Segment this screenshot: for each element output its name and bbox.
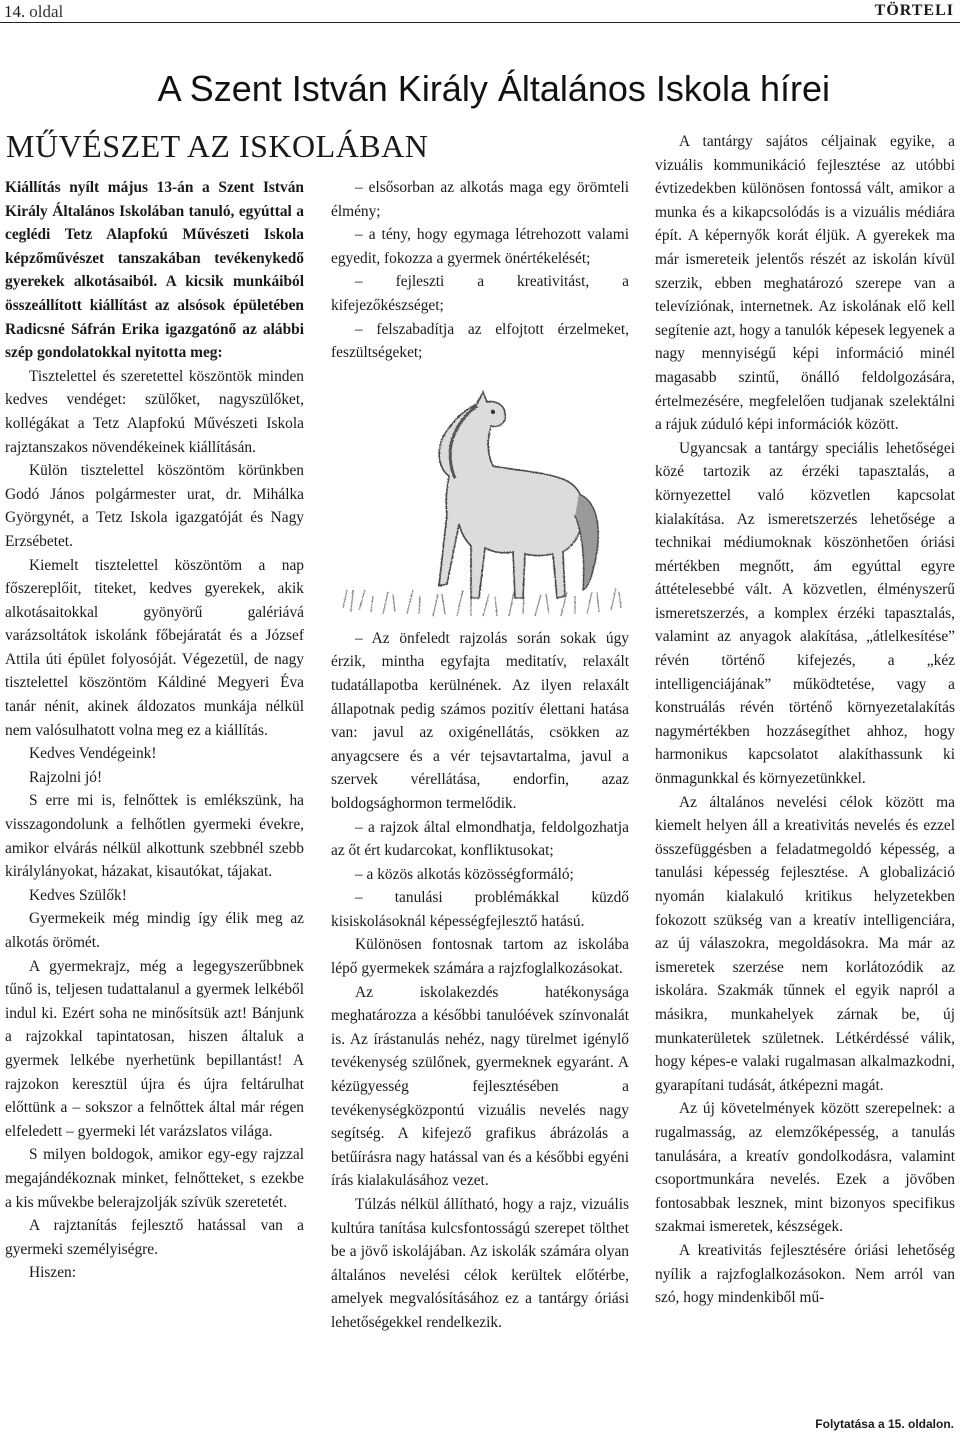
- paragraph: Külön tisztelettel köszöntöm körünkben Godó János polgármester urat, dr. Mihálka Györgynét, a Tetz Iskola igazgatóját és Nagy Erzsébetet.: [5, 462, 304, 550]
- section-name: TÖRTELI: [874, 2, 954, 19]
- paragraph: Az általános nevelési célok között ma kiemelt helyen áll a kreativitás nevelés és ezzel összefüggésben a feladatmegoldó képesség, a tanulási képesség fejlesztése. A globalizáció nyomán kialakuló kritikus helyzetekben fokozott szükség van a kreatív intelligenciára, az új válaszokra, megoldásokra. Ma már az ismeretek szerzése nem korlátozódik az iskolára. Szakmák tűnnek el egyik napról a másikra, munkahelyek zárnak be, új munkaterületek születnek. Létkérdéssé válik, hogy képes-e valaki rugalmasan alkalmazkodni, gyarapítani tudását, átképezni magát.: [655, 793, 955, 1094]
- column-3: [655, 130, 955, 1310]
- paragraph: Különösen fontosnak tartom az iskolába lépő gyermekek számára a rajzfoglalkozásokat.: [331, 936, 629, 978]
- list-item: – Az önfeledt rajzolás során sokak úgy érzik, mintha egyfajta meditatív, relaxált tudatállapotba kerülnének. Az ilyen relaxált állapotnak pedig számos pozitív élettani hatása van: javul az oxigénellátás, csökken az anyagcsere és a vér tejsavtartalma, javul a szervek vérellátása, endorfin, azaz boldogsághormon termelődik.: [331, 629, 629, 812]
- list-item: – a közös alkotás közösségformáló;: [355, 865, 574, 883]
- paragraph: A gyermekrajz, még a legegyszerűbbnek tűnő is, teljesen tudattalanul a gyermek lelkéből indul ki. Ezért soha ne minősítsük azt! Bánjunk a rajzokkal tapintatosan, hiszen általuk a gyermek lelkébe nyerhetünk bepillantást! A rajzokon keresztül újra és újra feltárulhat előttünk a – sokszor a felnőttek által már régen elfeledett – gyermeki lét varázslatos világa.: [5, 957, 304, 1140]
- paragraph: Kedves Szülők!: [29, 886, 127, 904]
- page-number: [4, 2, 63, 22]
- paragraph: A rajztanítás fejlesztő hatással van a gyermeki személyiségre.: [5, 1217, 304, 1258]
- paragraph: Kedves Vendégeink!: [29, 745, 157, 763]
- list-item: – fejleszti a kreativitást, a kifejezőkészséget;: [331, 273, 629, 314]
- page-header: [0, 0, 960, 24]
- paragraph: Rajzolni jó!: [29, 768, 103, 786]
- paragraph: Kiemelt tisztelettel köszöntöm a nap főszereplőit, titeket, kedves gyerekek, akik alkotásaitokkal gyönyörű galériává varázsoltátok iskolánk főbejáratát és a József Attila úti épület folyosóját. Végezetül, de nagy tisztelettel köszöntöm Káldiné Megyeri Éva tanár nénit, akinek áldozatos munkája nélkül nem valósulhatott volna meg ez a kiállítás.: [5, 556, 304, 739]
- paragraph: A tantárgy sajátos céljainak egyike, a vizuális kommunikáció fejlesztése az utóbbi évtizedekben különösen fontossá vált, amikor a munka és a kikapcsolódás is a vizuális médiára épít. A képernyők korát éljük. A gyerekek ma már ismereteik jelentős részét az iskolán kívül szerzik, ebben meghatározó szerepe van a televíziónak, internetnek. Az iskolának elő kell segítenie azt, hogy a tanulók képesek legyenek a nagy mennyiségű képi információ minél magasabb szintű, önálló feldolgozására, értelmezésére, megfelelően tudjanak szelektálni a rájuk zúduló képi információk között.: [655, 133, 955, 434]
- paragraph: Az új követelmények között szerepelnek: a rugalmasság, az elemzőképesség, a tanulás tanulására, a kreatív gondolkodásra, valamint csoportmunkára nevelés. Ezek a jövőben fontosabbak lesznek, mint bizonyos specifikus szakmai ismeretek, készségek.: [655, 1100, 955, 1236]
- article-title: MŰVÉSZET AZ ISKOLÁBAN: [6, 128, 429, 164]
- list-item: – elsősorban az alkotás maga egy örömteli élmény;: [331, 179, 629, 220]
- list-item: – tanulási problémákkal küzdő kisiskolásoknál képességfejlesztő hatású.: [331, 889, 629, 930]
- page-label: oldal: [29, 2, 64, 21]
- list-item: – a tény, hogy egymaga létrehozott valami egyedit, fokozza a gyermek önértékelését;: [331, 226, 629, 267]
- continued-note: Folytatása a 15. oldalon.: [815, 1417, 954, 1431]
- lead-paragraph: Kiállítás nyílt május 13-án a Szent István Király Általános Iskolában tanuló, egyúttal a ceglédi Tetz Alapfokú Művészeti Iskola képzőművészet tanszakában tevékenykedő gyerekek alkotásaiból. A kicsik munkáiból összeállított kiállítást az alsósok épületében Radicsné Sáfrán Erika igazgatónő az alábbi szép gondolatokkal nyitotta meg:: [5, 179, 304, 362]
- paragraph: S milyen boldogok, amikor egy-egy rajzzal megajándékoznak minket, felnőtteket, s ezekbe a kis művekbe belerajzolják szívük szeretetét.: [5, 1146, 304, 1211]
- page-number-value: 14.: [4, 2, 26, 21]
- column-1: [5, 176, 304, 1285]
- header-rule: [0, 22, 960, 23]
- column-2: [331, 176, 629, 1335]
- list-item: – felszabadítja az elfojtott érzelmeket, feszültségeket;: [331, 320, 629, 362]
- horse-drawing-icon: [337, 384, 625, 622]
- paragraph: A kreativitás fejlesztésére óriási lehetőség nyílik a rajzfoglalkozásokon. Nem arról van szó, hogy mindenkiből mű-: [655, 1241, 955, 1307]
- paragraph: Gyermekeik még mindig így élik meg az alkotás örömét.: [5, 910, 304, 951]
- paragraph: Hiszen:: [29, 1264, 77, 1282]
- paragraph: Ugyancsak a tantárgy speciális lehetőségei közé tartozik az érzéki tapasztalás, a környezettel való közvetlen kapcsolat kialakítása. Az ismeretszerzés lehetősége a technikai médiumoknak köszönhetően óriási mértékben megnőtt, ám egyúttal egyre áttételesebbé vált. A közvetlen, élményszerű ismeretszerzés, a komplex érzéki tapasztalás, valamint az anyagok alakítása, „átlelkesítése” révén történő kifejezés, a „kéz intelligenciájának” működtetése, vagy a konstruálás révén történő környezetalakítás nagymértékben hozzásegíthet ahhoz, hogy harmonikus kapcsolatot alakíthassunk ki önmagunkkal és környezetünkkel.: [655, 439, 955, 788]
- paragraph: Tisztelettel és szeretettel köszöntök minden kedves vendéget: szülőket, nagyszülőket, kollégákat a Tetz Alapfokú Művészeti Iskola rajztanszakos növendékeinek kiállításán.: [5, 367, 304, 456]
- page-title: A Szent István Király Általános Iskola hírei: [157, 68, 830, 109]
- list-item: – a rajzok által elmondhatja, feldolgozhatja az őt ért kudarcokat, konfliktusokat;: [331, 818, 629, 860]
- paragraph: Az iskolakezdés hatékonysága meghatározza a későbbi tanulóévek színvonalát is. Az írástanulás nehéz, nagy türelmet igénylő tevékenység szülőnek, gyermeknek egyaránt. A kézügyesség fejlesztésében a tevékenységközpontú vizuális nevelés nagy segítség. A kifejező grafikus ábrázolás a betűírásra nagy hatással van és a későbbi egyéni írás kialakulásához vezet.: [331, 983, 629, 1190]
- paragraph: Túlzás nélkül állítható, hogy a rajz, vizuális kultúra tanítása kulcsfontosságú szerepet tölthet be a jövő iskolájában. Az iskolák számára olyan általános nevelési célok kerültek előtérbe, amelyek megvalósításához ez a tantárgy óriási lehetőségekkel rendelkezik.: [331, 1196, 629, 1331]
- paragraph: S erre mi is, felnőttek is emlékszünk, ha visszagondolunk a felhőtlen gyermeki évekre, amikor elvárás nélkül alkottunk szebbnél szebb királylányokat, házakat, kisautókat, tájakat.: [5, 792, 304, 881]
